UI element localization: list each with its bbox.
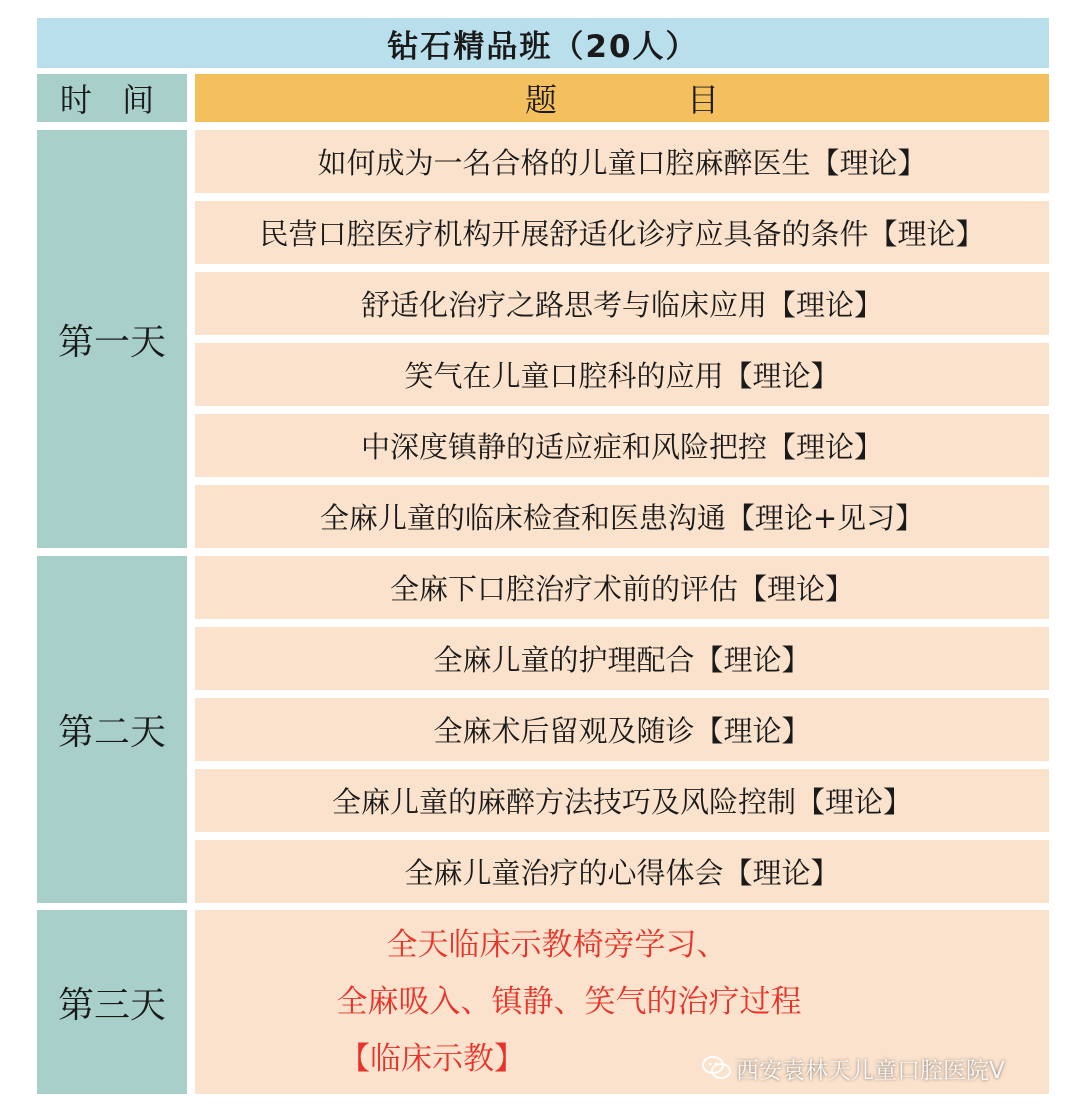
- session-row: 全麻下口腔治疗术前的评估【理论】: [195, 556, 1049, 619]
- session-row: 笑气在儿童口腔科的应用【理论】: [195, 343, 1049, 406]
- session-row: 中深度镇静的适应症和风险把控【理论】: [195, 414, 1049, 477]
- session-row: 舒适化治疗之路思考与临床应用【理论】: [195, 272, 1049, 335]
- day-2-label: 第二天: [37, 556, 187, 903]
- session-row: 全麻儿童的麻醉方法技巧及风险控制【理论】: [195, 769, 1049, 832]
- session-row: 全麻术后留观及随诊【理论】: [195, 698, 1049, 761]
- session-row: 全麻儿童的临床检查和医患沟通【理论+见习】: [195, 485, 1049, 548]
- header-topic: 题目: [195, 74, 1049, 122]
- day-3-label: 第三天: [37, 910, 187, 1094]
- session-row: 如何成为一名合格的儿童口腔麻醉医生【理论】: [195, 130, 1049, 193]
- session-row: 全麻儿童的护理配合【理论】: [195, 627, 1049, 690]
- page-title: 钻石精品班（20人）: [37, 18, 1049, 68]
- day-1-label: 第一天: [37, 130, 187, 548]
- clinical-demo-line: 【临床示教】: [339, 1040, 525, 1077]
- session-row: 全麻儿童治疗的心得体会【理论】: [195, 840, 1049, 903]
- watermark-text: 西安袁林天儿童口腔医院V: [736, 1057, 1005, 1084]
- clinical-demo-line: 全麻吸入、镇静、笑气的治疗过程: [336, 983, 802, 1020]
- header-time: 时 间: [37, 74, 187, 122]
- clinical-demo-line: 全天临床示教椅旁学习、: [386, 926, 728, 963]
- watermark: [702, 1050, 1005, 1086]
- wechat-icon: [702, 1055, 732, 1081]
- session-row: 民营口腔医疗机构开展舒适化诊疗应具备的条件【理论】: [195, 201, 1049, 264]
